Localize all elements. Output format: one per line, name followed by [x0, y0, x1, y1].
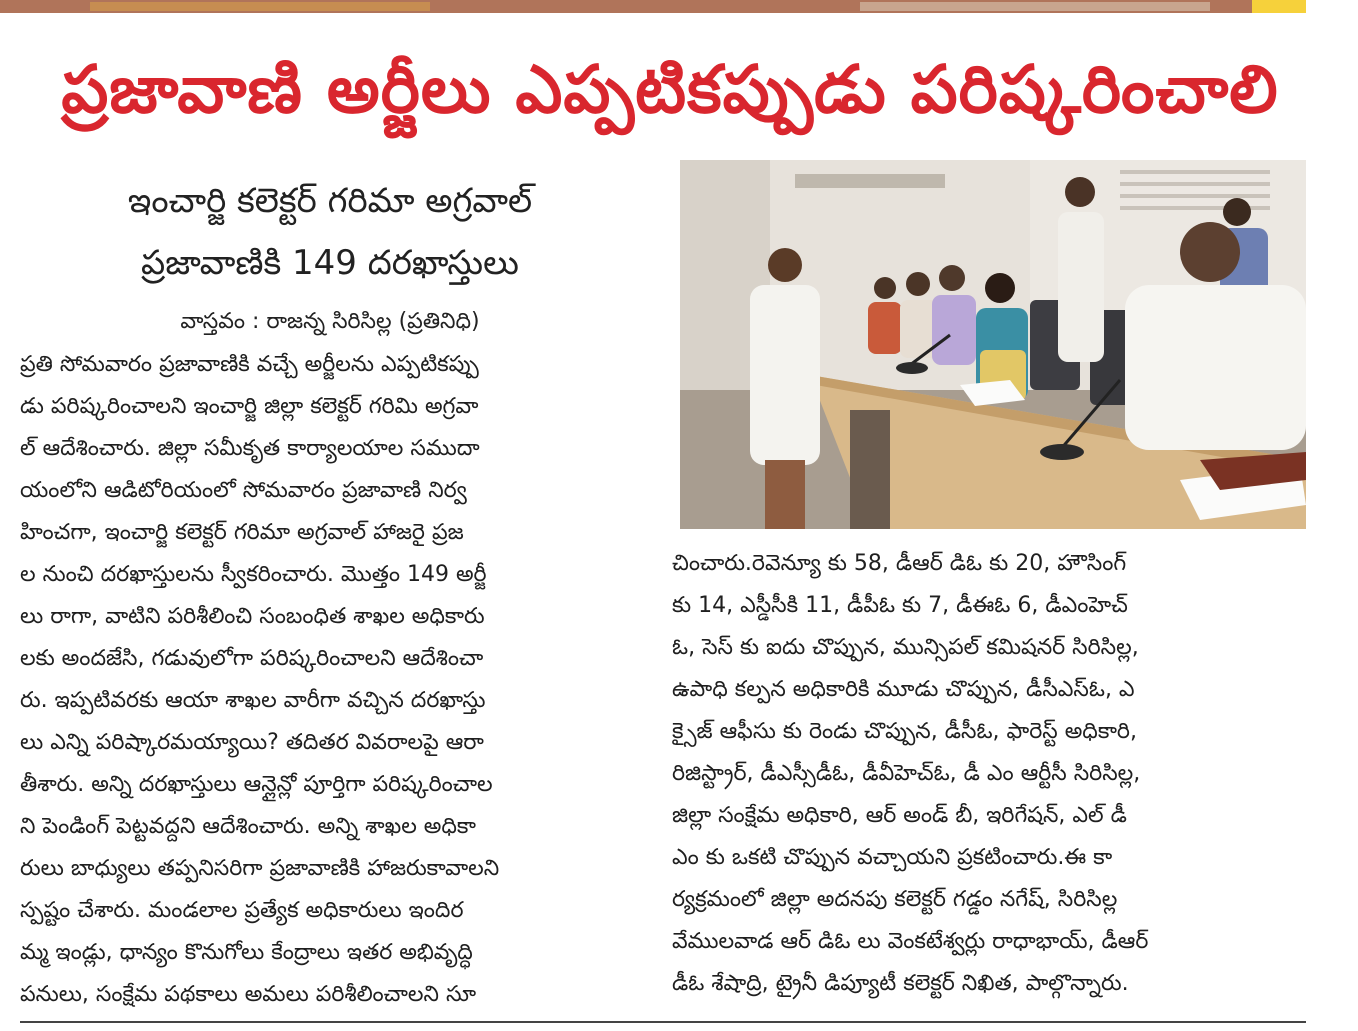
- body-line: హించగా, ఇంచార్జి కలెక్టర్ గరిమా అగ్రవాల్ హాజరై ప్రజ: [20, 520, 464, 545]
- body-line: జిల్లా సంక్షేమ అధికారి, ఆర్ అండ్ బీ, ఇరిగేషన్, ఎల్ డీ: [672, 803, 1127, 828]
- body-line: ల నుంచి దరఖాస్తులను స్వీకరించారు. మొత్తం 149 అర్జీ: [20, 562, 487, 587]
- body-line: ఉపాధి కల్పన అధికారికి మూడు చొప్పున, డీసీఎస్ఓ, ఎ: [672, 677, 1135, 702]
- article-headline: ప్రజావాణి అర్జీలు ఎప్పటికప్పుడు పరిష్కరించాలి: [61, 51, 1279, 128]
- body-line: స్పష్టం చేశారు. మండలాల ప్రత్యేక అధికారులు ఇందిర: [20, 898, 464, 923]
- body-line: రు. ఇప్పటివరకు ఆయా శాఖల వారీగా వచ్చిన దరఖాస్తు: [20, 688, 486, 713]
- article-photo-meeting: [680, 160, 1306, 529]
- body-line: వేములవాడ ఆర్ డిఓ లు వెంకటేశ్వర్లు రాధాభాయ్, డీఆర్: [672, 929, 1149, 954]
- body-line: కు 14, ఎస్డీసీకి 11, డీపీఓ కు 7, డీఈఓ 6, డీఎంహెచ్: [672, 593, 1128, 618]
- body-line: లు రాగా, వాటిని పరిశీలించి సంబంధిత శాఖల అధికారు: [20, 604, 485, 629]
- body-line: ఓ, సెస్ కు ఐదు చొప్పున, మున్సిపల్ కమిషనర్ సిరిసిల్ల,: [672, 635, 1139, 660]
- body-line: ని పెండింగ్ పెట్టవద్దని ఆదేశించారు. అన్ని శాఖల అధికా: [20, 814, 476, 839]
- page-corner-marker: [1252, 0, 1306, 13]
- body-line: తీశారు. అన్ని దరఖాస్తులు ఆన్లైన్లో పూర్తిగా పరిష్కరించాల: [20, 772, 493, 797]
- article-body-left-column: [20, 344, 648, 1007]
- article-body-right-column: [672, 543, 1306, 1003]
- masthead-logo-fragment: [90, 2, 430, 11]
- masthead-strip: [0, 0, 1252, 13]
- body-line: మ్మ ఇండ్లు, ధాన్యం కొనుగోలు కేంద్రాలు ఇతర అభివృద్ధి: [20, 940, 473, 965]
- body-line: చించారు.రెవెన్యూ కు 58, డీఆర్ డిఓ కు 20, హౌసింగ్: [672, 551, 1127, 576]
- body-line: ల్ ఆదేశించారు. జిల్లా సమీకృత కార్యాలయాల సముదా: [20, 436, 480, 461]
- body-line: క్సైజ్ ఆఫీసు కు రెండు చొప్పున, డీసీఓ, ఫారెస్ట్ అధికారి,: [672, 719, 1137, 744]
- body-line: పనులు, సంక్షేమ పథకాలు అమలు పరిశీలించాలని సూ: [20, 982, 477, 1007]
- body-line: డు పరిష్కరించాలని ఇంచార్జి జిల్లా కలెక్టర్ గరిమి అగ్రవా: [20, 394, 479, 419]
- masthead-date-fragment: [860, 2, 1210, 11]
- body-line: లకు అందజేసి, గడువులోగా పరిష్కరించాలని ఆదేశించా: [20, 646, 484, 671]
- body-line: రిజిస్ట్రార్, డీఎస్సీడీఓ, డీవీహెచ్ఓ, డీ ఎం ఆర్టీసీ సిరిసిల్ల,: [672, 761, 1141, 786]
- article-subhead-count: ప్రజావాణికి 149 దరఖాస్తులు: [141, 243, 519, 283]
- body-line: లు ఎన్ని పరిష్కారమయ్యాయి? తదితర వివరాలపై ఆరా: [20, 730, 484, 755]
- body-line: ప్రతి సోమవారం ప్రజావాణికి వచ్చే అర్జీలను ఎప్పటికప్పు: [20, 352, 479, 377]
- article-subhead-collector: ఇంచార్జి కలెక్టర్ గరిమా అగ్రవాల్: [127, 181, 533, 221]
- bottom-divider: [20, 1021, 1306, 1023]
- body-line: ర్యక్రమంలో జిల్లా అదనపు కలెక్టర్ గడ్డం నగేష్, సిరిసిల్ల: [672, 887, 1118, 912]
- body-line: ఎం కు ఒకటి చొప్పున వచ్చాయని ప్రకటించారు.ఈ కా: [672, 845, 1113, 870]
- body-line: రులు బాధ్యులు తప్పనిసరిగా ప్రజావాణికి హాజరుకావాలని: [20, 856, 500, 881]
- article-byline: వాస్తవం : రాజన్న సిరిసిల్ల (ప్రతినిధి): [180, 309, 480, 334]
- body-line: డీఓ శేషాద్రి, ట్రైనీ డిప్యూటీ కలెక్టర్ నిఖిత, పాల్గొన్నారు.: [672, 971, 1129, 996]
- body-line: యంలోని ఆడిటోరియంలో సోమవారం ప్రజావాణి నిర్వ: [20, 478, 467, 503]
